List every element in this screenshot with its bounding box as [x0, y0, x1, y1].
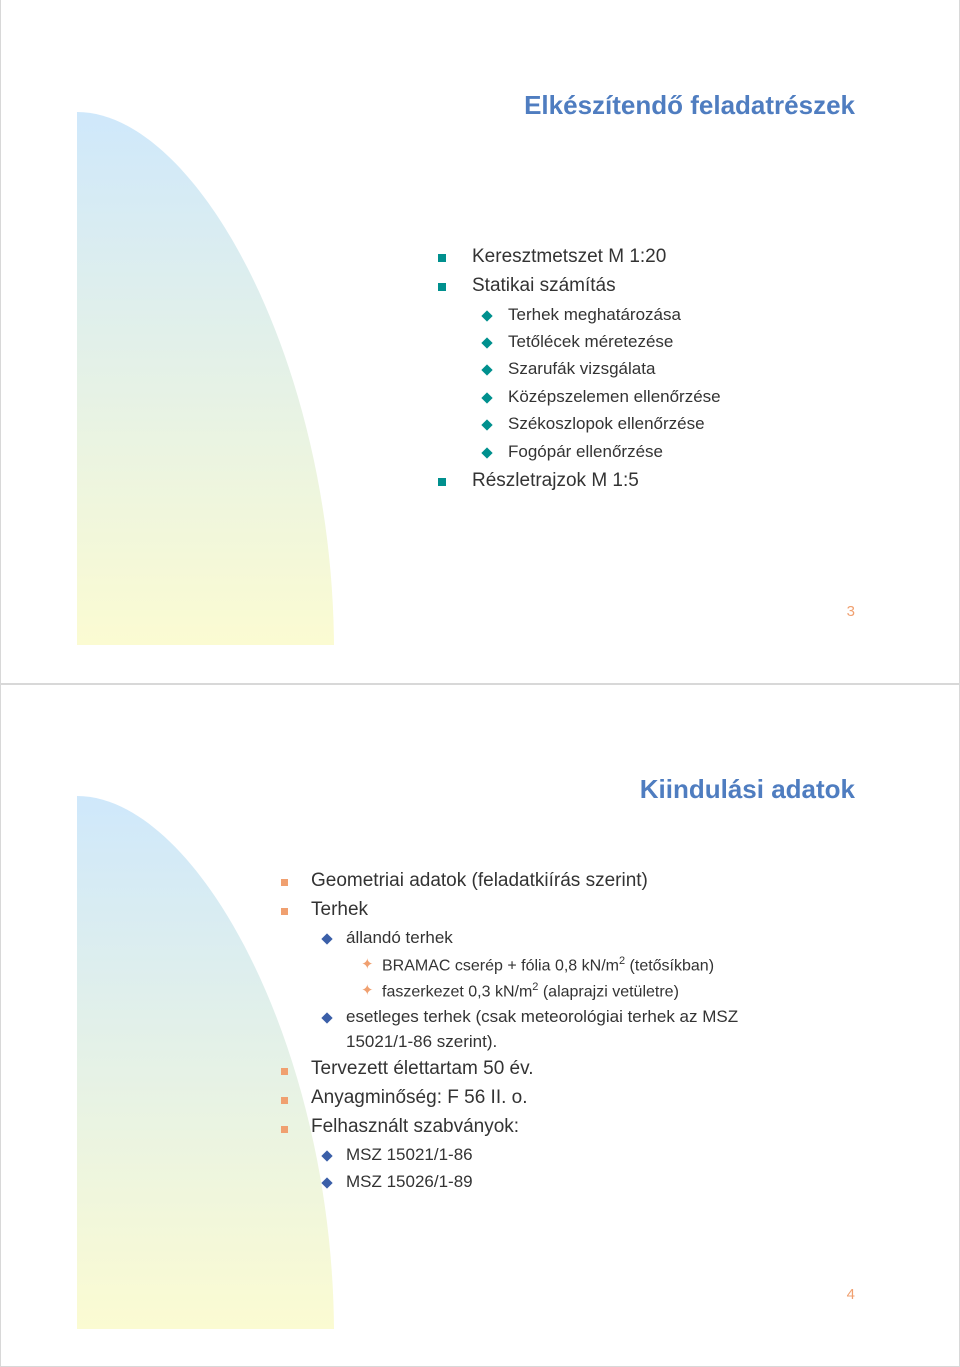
decorative-arc-shape — [77, 796, 337, 1331]
list-item: Keresztmetszet M 1:20 — [472, 246, 667, 267]
square-bullet-icon — [438, 254, 446, 262]
plus-bullet-icon: ✦ — [361, 956, 374, 973]
list-item: Geometriai adatok (feladatkiírás szerint) — [311, 870, 648, 891]
list-item: Terhek — [311, 899, 369, 920]
list-item: Tervezett élettartam 50 év. — [311, 1058, 534, 1079]
square-bullet-icon — [438, 478, 446, 486]
square-bullet-icon — [438, 283, 446, 291]
diamond-bullet-icon — [481, 392, 492, 403]
list-item: esetleges terhek (csak meteorológiai terhek az MSZ — [346, 1007, 739, 1026]
list-item: faszerkezet 0,3 $kN/m^2$ (alaprajzi vetületre) — [382, 981, 679, 1001]
list-item: Tetőlécek méretezése — [508, 332, 674, 351]
list-item: Középszelemen ellenőrzése — [508, 387, 721, 406]
list-item: Fogópár ellenőrzése — [508, 442, 663, 461]
slide-2 — [0, 684, 960, 1367]
list-item: Statikai számítás — [472, 275, 616, 296]
diamond-bullet-icon — [481, 447, 492, 458]
square-bullet-icon — [281, 879, 288, 886]
square-bullet-icon — [281, 1126, 288, 1133]
list-item: MSZ 15026/1-89 — [346, 1172, 473, 1191]
square-bullet-icon — [281, 908, 288, 915]
list-item: Terhek meghatározása — [508, 305, 681, 324]
slide-title: Kiindulási adatok — [639, 774, 855, 804]
page-number: 3 — [846, 603, 855, 620]
list-item: állandó terhek — [346, 928, 453, 947]
decorative-arc-shape — [77, 112, 337, 647]
diamond-bullet-icon — [481, 419, 492, 430]
square-bullet-icon — [281, 1068, 288, 1075]
diamond-bullet-icon — [481, 337, 492, 348]
list-item: Részletrajzok M 1:5 — [472, 470, 639, 491]
list-item: Székoszlopok ellenőrzése — [508, 414, 705, 433]
list-item: Szarufák vizsgálata — [508, 359, 656, 378]
diamond-bullet-icon — [481, 364, 492, 375]
page-number: 4 — [846, 1286, 855, 1303]
list-item: Anyagminőség: F 56 II. o. — [311, 1087, 528, 1108]
list-item: BRAMAC cserép + fólia 0,8 $kN/m^2$ (tetősíkban) — [382, 955, 715, 975]
slide-title: Elkészítendő feladatrészek — [524, 90, 855, 120]
diamond-bullet-icon — [481, 310, 492, 321]
plus-bullet-icon: ✦ — [361, 982, 374, 999]
list-item: Felhasznált szabványok: — [311, 1116, 520, 1137]
list-item: MSZ 15021/1-86 — [346, 1145, 473, 1164]
list-item-continuation: 15021/1-86 szerint). — [346, 1032, 498, 1051]
square-bullet-icon — [281, 1097, 288, 1104]
